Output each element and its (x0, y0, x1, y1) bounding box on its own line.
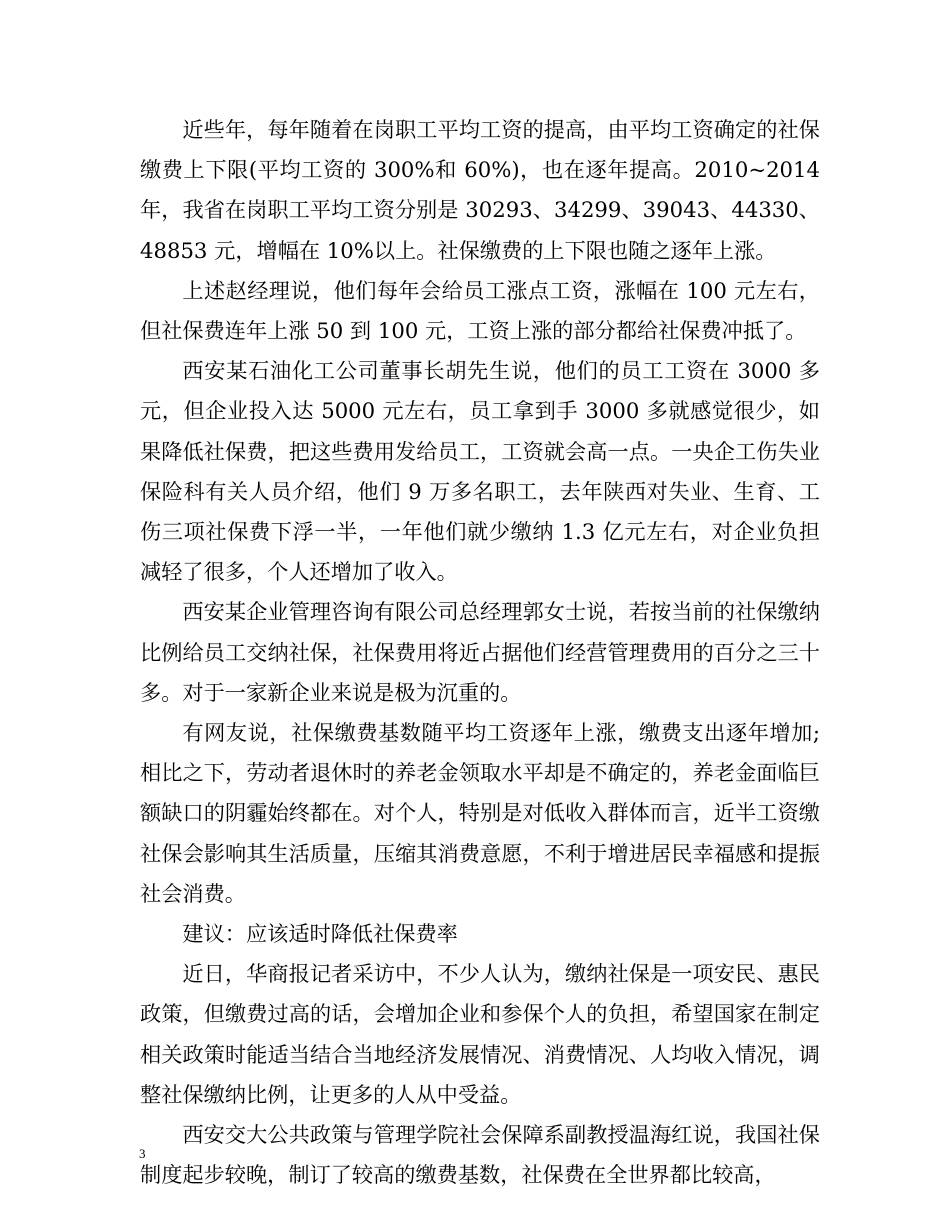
paragraph-ms-guo: 西安某企业管理咨询有限公司总经理郭女士说，若按当前的社保缴纳比例给员工交纳社保，社保费用将近占据他们经营管理费用的百分之三十多。对于一家新企业来说是极为沉重的。 (140, 599, 820, 705)
page-number: 3 (139, 1146, 146, 1161)
paragraph-chairman-hu: 西安某石油化工公司董事长胡先生说，他们的员工工资在 3000 多元，但企业投入达 5000 元左右，员工拿到手 3000 多就感觉很少，如果降低社保费，把这些费用发给员工，工资就会高一点。一央企工伤失业保险科有关人员介绍，他们 9 万多名职工，去年陕西对失业、生育、工伤三项社保费下浮一半，一年他们就少缴纳 1.3 亿元左右，对企业负担减轻了很多，个人还增加了收入。 (140, 358, 820, 585)
section-heading-suggestion: 建议：应该适时降低社保费率 (182, 921, 458, 947)
paragraph-reporter-interview: 近日，华商报记者采访中，不少人认为，缴纳社保是一项安民、惠民政策，但缴费过高的话，会增加企业和参保个人的负担，希望国家在制定相关政策时能适当结合当地经济发展情况、消费情况、人均收入情况，调整社保缴纳比例，让更多的人从中受益。 (140, 961, 820, 1107)
document-body (140, 110, 820, 1195)
paragraph-manager-zhao: 上述赵经理说，他们每年会给员工涨点工资，涨幅在 100 元左右，但社保费连年上涨 50 到 100 元，工资上涨的部分都给社保费冲抵了。 (140, 277, 820, 344)
paragraph-salary-growth: 近些年，每年随着在岗职工平均工资的提高，由平均工资确定的社保缴费上下限(平均工资的 300%和 60%)，也在逐年提高。2010~2014 年，我省在岗职工平均工资分别是 30293、34299、39043、44330、48853 元，增幅在 10%以上。社保缴费的上下限也随之逐年上涨。 (140, 117, 820, 263)
paragraph-netizen: 有网友说，社保缴费基数随平均工资逐年上涨，缴费支出逐年增加;相比之下，劳动者退休时的养老金领取水平却是不确定的，养老金面临巨额缺口的阴霾始终都在。对个人，特别是对低收入群体而言，近半工资缴社保会影响其生活质量，压缩其消费意愿，不利于增进居民幸福感和提振社会消费。 (140, 720, 820, 906)
paragraph-professor-wen: 西安交大公共政策与管理学院社会保障系副教授温海红说，我国社保制度起步较晚，制订了较高的缴费基数，社保费在全世界都比较高， (140, 1122, 820, 1188)
